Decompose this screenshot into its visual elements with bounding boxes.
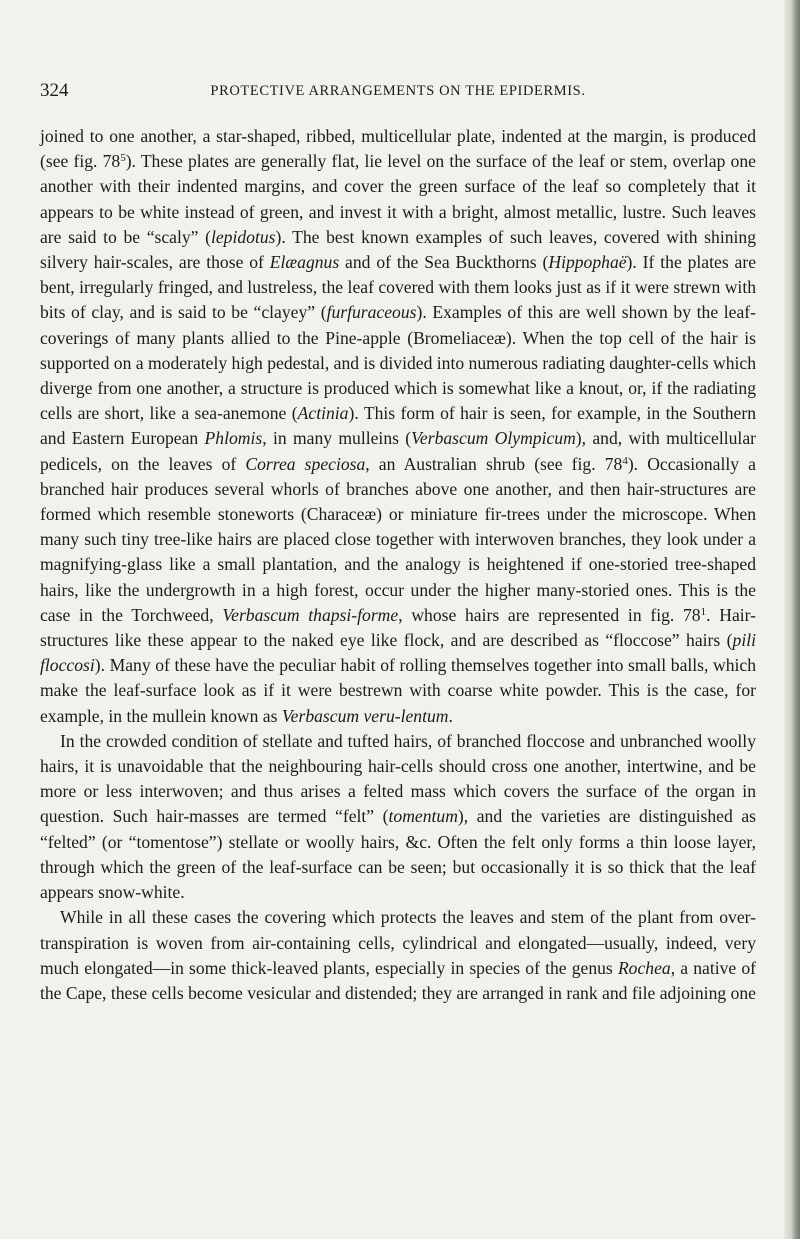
text-run: and of the Sea Buckthorns ( <box>339 252 549 273</box>
page-number: 324 <box>40 80 69 101</box>
page-header <box>40 80 756 108</box>
text-run: In the crowded condition of stellate and tufted hairs, of branched floccose and unbranched woolly hairs, it is unavoidable that the neighbouring hair-cells should cross one another, intertwine, and be more or less interwoven; and thus arises a felted mass which covers the surface of the organ in question. Such hair-masses are termed “felt” ( <box>40 730 756 827</box>
italic-term: Verbascum Olympicum <box>411 428 576 449</box>
text-run: ). Examples of this are well shown by the leaf-coverings of many plants allied to the Pine-apple (Bromeliaceæ). When the top cell of the hair is supported on a moderately high pedestal, and is divided into numerous radiating daughter-cells which diverge from one another, a structure is produced which is somewhat like a knout, or, if the radiating cells are short, like a sea-anemone ( <box>40 302 756 424</box>
italic-term: Verbascum thapsi-forme <box>222 604 399 625</box>
body-text <box>40 124 756 1006</box>
running-head: PROTECTIVE ARRANGEMENTS ON THE EPIDERMIS. <box>210 83 586 99</box>
italic-term: Phlomis <box>204 428 263 449</box>
italic-term: tomentum <box>388 806 458 827</box>
page-edge-shadow <box>784 0 800 1239</box>
text-run: , whose hairs are represented in fig. 78 <box>398 604 701 625</box>
italic-term: pili floccosi <box>40 630 756 676</box>
text-run: While in all these cases the covering which protects the leaves and stem of the plant from over-transpiration is woven from air-containing cells, cylindrical and elongated—usually, indeed, very much elongated—in some thick-leaved plants, especially in species of the genus <box>40 907 756 978</box>
text-run: ). If the plates are bent, irregularly fringed, and lustreless, the leaf covered with them looks just as if it were strewn with bits of clay, and is said to be “clayey” ( <box>40 252 757 323</box>
text-run: . <box>448 705 453 726</box>
text-run: joined to one another, a star-shaped, ribbed, multicellular plate, indented at the margin, is produced (see fig. 78 <box>40 126 756 172</box>
italic-term: Hippophaë <box>548 252 627 273</box>
italic-term: lepidotus <box>210 226 276 247</box>
text-run: ). These plates are generally flat, lie level on the surface of the leaf or stem, overlap one another with their indented margins, and cover the green surface of the leaf so completely that it appears to be white instead of green, and invest it with a bright, almost metallic, lustre. Such leaves are said to be “scaly” ( <box>40 151 756 247</box>
italic-term: Rochea <box>617 957 671 978</box>
paragraph-1 <box>40 124 756 729</box>
paragraph-2 <box>40 729 756 905</box>
italic-term: Actinia <box>297 403 349 424</box>
text-run: . Hair-structures like these appear to the naked eye like flock, and are described as “floccose” hairs ( <box>40 604 757 651</box>
superscript-figure-ref: 4 <box>622 454 628 467</box>
text-run: ), and, with multicellular pedicels, on the leaves of <box>40 428 756 474</box>
text-run: ), and the varieties are distinguished as “felted” (or “tomentose”) stellate or woolly hairs, &c. Often the felt only forms a thin loose layer, through which the green of the leaf-surface can be seen; but occasionally it is so thick that the leaf appears snow-white. <box>40 806 757 903</box>
italic-term: furfuraceous <box>326 302 417 323</box>
italic-term: Correa speciosa <box>245 453 366 474</box>
text-run: , a native of the Cape, these cells become vesicular and distended; they are arranged in rank and file adjoining one <box>40 957 756 1003</box>
superscript-figure-ref: 5 <box>120 152 126 165</box>
text-run: ). The best known examples of such leaves, covered with shining silvery hair-scales, are those of <box>40 226 756 273</box>
paragraph-3 <box>40 905 756 1006</box>
text-run: ). Many of these have the peculiar habit of rolling themselves together into small balls, which make the leaf-surface look as if it were bestrewn with coarse white powder. This is the case, for example, in the mullein known as <box>40 655 756 726</box>
text-run: ). This form of hair is seen, for example, in the Southern and Eastern European <box>40 403 756 449</box>
superscript-figure-ref: 1 <box>700 605 707 618</box>
text-run: , an Australian shrub (see fig. 78 <box>365 453 623 474</box>
text-run: , in many mulleins ( <box>262 428 412 449</box>
italic-term: Verbascum veru-lentum <box>281 705 449 726</box>
text-run: ). Occasionally a branched hair produces several whorls of branches above one another, and then hair-structures are formed which resemble stoneworts (Characeæ) or miniature fir-trees under the microscope. When many such tiny tree-like hairs are placed close together with interwoven branches, they look under a magnifying-glass like a small plantation, and the analogy is heightened if one-storied tree-shaped hairs, like the undergrowth in a high forest, occur under the higher many-storied ones. This is the case in the Torchweed, <box>40 453 756 625</box>
italic-term: Elæagnus <box>269 252 340 273</box>
